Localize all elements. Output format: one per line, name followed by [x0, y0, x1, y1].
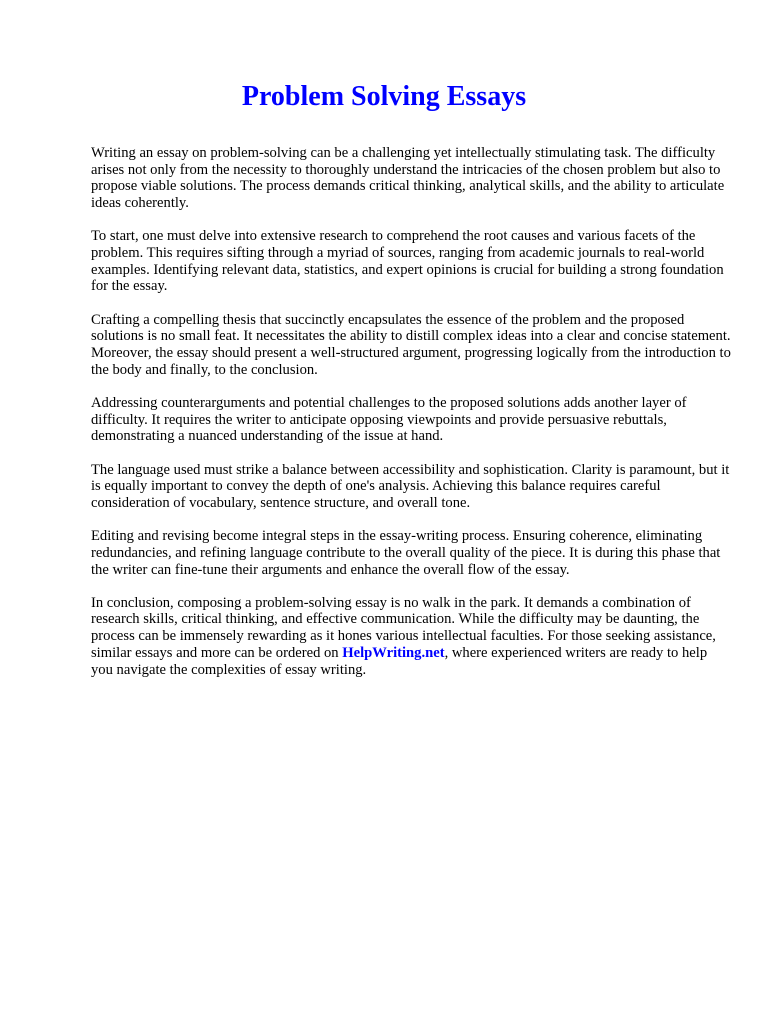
helpwriting-link[interactable]: HelpWriting.net — [342, 644, 445, 661]
conclusion-text-after-link: , where experienced writers are ready to help you navigate the complexities of essay writing. — [91, 644, 708, 678]
document-body — [91, 145, 731, 695]
paragraph-editing: Editing and revising become integral steps in the essay-writing process. Ensuring coherence, eliminating redundancies, and refining language contribute to the overall quality of the piece. It is during this phase that the writer can fine-tune their arguments and enhance the overall flow of the essay. — [91, 528, 721, 578]
paragraph-language: The language used must strike a balance between accessibility and sophistication. Clarity is paramount, but it is equally important to convey the depth of one's analysis. Achieving this balance requires careful consideration of vocabulary, sentence structure, and overall tone. — [91, 461, 730, 511]
conclusion-text-before-link: In conclusion, composing a problem-solving essay is no walk in the park. It demands a combination of research skills, critical thinking, and effective communication. While the difficulty may be daunting, the process can be immensely rewarding as it hones various intellectual faculties. For those seeking assistance, similar essays and more can be ordered on — [91, 594, 716, 661]
paragraph-intro: Writing an essay on problem-solving can be a challenging yet intellectually stimulating task. The difficulty arises not only from the necessity to thoroughly understand the intricacies of the chosen problem but also to propose viable solutions. The process demands critical thinking, analytical skills, and the ability to articulate ideas coherently. — [91, 145, 725, 212]
document-title: Problem Solving Essays — [241, 81, 527, 112]
paragraph-research: To start, one must delve into extensive research to comprehend the root causes and various facets of the problem. This requires sifting through a myriad of sources, ranging from academic journals to real-world examples. Identifying relevant data, statistics, and expert opinions is crucial for building a strong foundation for the essay. — [91, 228, 724, 295]
paragraph-conclusion — [91, 595, 731, 679]
paragraph-counterarguments: Addressing counterarguments and potential challenges to the proposed solutions adds another layer of difficulty. It requires the writer to anticipate opposing viewpoints and provide persuasive rebuttals, demonstrating a nuanced understanding of the issue at hand. — [91, 394, 687, 445]
paragraph-thesis: Crafting a compelling thesis that succinctly encapsulates the essence of the problem and the proposed solutions is no small feat. It necessitates the ability to distill complex ideas into a clear and concise statement. Moreover, the essay should present a well-structured argument, progressing logically from the introduction to the body and finally, to the conclusion. — [91, 311, 731, 378]
